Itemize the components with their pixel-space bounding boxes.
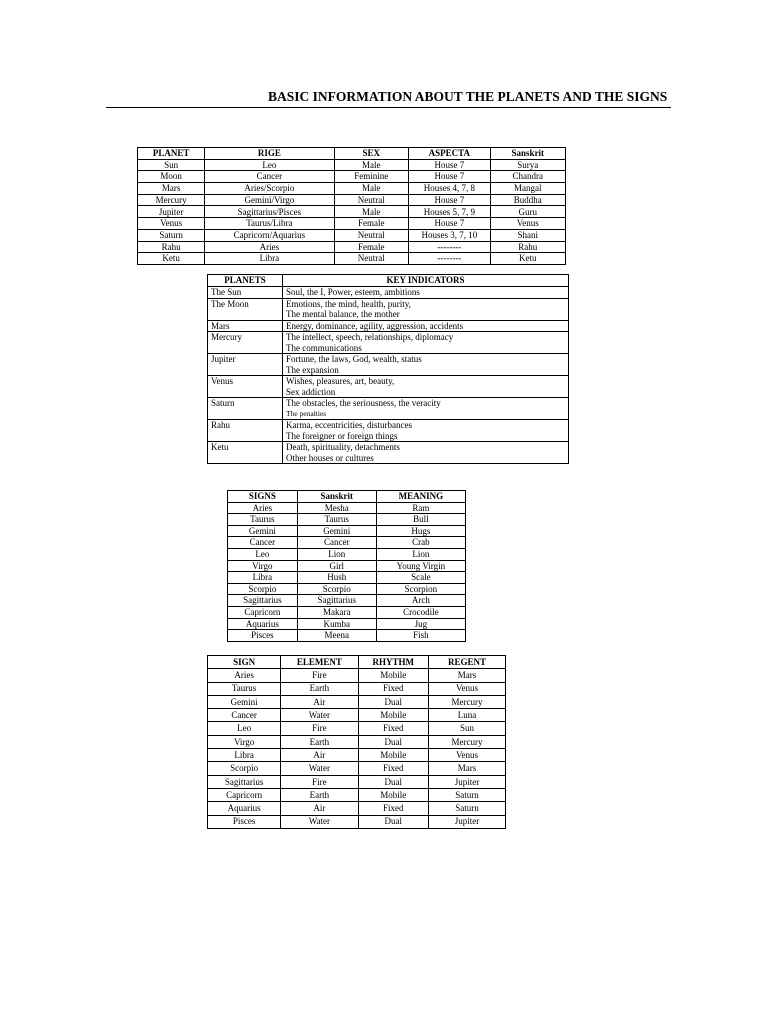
table-cell: Hugs <box>376 525 465 537</box>
table-cell: Neutral <box>334 194 409 206</box>
table-row <box>228 618 466 630</box>
table-cell: Water <box>281 709 358 722</box>
table-cell: Fixed <box>358 682 429 695</box>
table-row <box>138 206 566 218</box>
table-cell: Gemini <box>228 525 298 537</box>
table-cell: Mars <box>429 669 506 682</box>
planet-name-cell: The Moon <box>208 298 283 320</box>
table-cell: House 7 <box>409 171 491 183</box>
signs-meaning-table <box>227 490 466 642</box>
table-cell: Earth <box>281 682 358 695</box>
table-cell: Mesha <box>297 502 376 514</box>
table-cell: Mercury <box>138 194 205 206</box>
table-row <box>208 420 569 442</box>
indicator-line: Energy, dominance, agility, aggression, accidents <box>286 320 464 331</box>
table-cell: Libra <box>228 572 298 584</box>
table-cell: Water <box>281 815 358 828</box>
table-row <box>228 595 466 607</box>
table-cell: Crab <box>376 537 465 549</box>
table-row <box>208 775 506 788</box>
table-cell: Ketu <box>490 253 565 265</box>
table-cell: Scorpio <box>228 583 298 595</box>
planet-name-cell: Saturn <box>208 398 283 420</box>
column-header: PLANET <box>138 148 205 160</box>
table-cell: Sun <box>429 722 506 735</box>
table-cell: Gemini <box>297 525 376 537</box>
key-indicators-cell <box>283 398 569 420</box>
table-header-row <box>138 148 566 160</box>
table-cell: Fixed <box>358 762 429 775</box>
table-cell: -------- <box>409 241 491 253</box>
indicator-line: The communications <box>286 342 362 353</box>
indicator-line: The expansion <box>286 364 339 375</box>
page-title: BASIC INFORMATION ABOUT THE PLANETS AND THE SIGNS <box>268 89 668 104</box>
table-cell: Moon <box>138 171 205 183</box>
table-cell: Houses 3, 7, 10 <box>409 229 491 241</box>
table-cell: Guru <box>490 206 565 218</box>
table-cell: Leo <box>208 722 281 735</box>
table-cell: Pisces <box>208 815 281 828</box>
table-cell: Aries <box>208 669 281 682</box>
key-indicators-cell <box>283 332 569 354</box>
table-cell: Capricorn <box>228 606 298 618</box>
planet-name-cell: The Sun <box>208 287 283 299</box>
table-cell: Chandra <box>490 171 565 183</box>
table-cell: Venus <box>490 218 565 230</box>
table-cell: Scorpion <box>376 583 465 595</box>
table-cell: Lion <box>376 548 465 560</box>
table-cell: Girl <box>297 560 376 572</box>
column-header: RIGE <box>205 148 334 160</box>
key-indicators-table <box>207 274 569 464</box>
table-cell: Male <box>334 183 409 195</box>
table-cell: Jupiter <box>429 775 506 788</box>
table-row <box>228 537 466 549</box>
table-row <box>208 788 506 801</box>
table-cell: Luna <box>429 709 506 722</box>
table-cell: Mangal <box>490 183 565 195</box>
table-row <box>208 722 506 735</box>
table-cell: Arch <box>376 595 465 607</box>
key-indicators-cell <box>283 287 569 299</box>
table-row <box>138 241 566 253</box>
table-cell: Cancer <box>228 537 298 549</box>
indicator-line: The intellect, speech, relationships, diplomacy <box>286 332 454 342</box>
table-cell: Fire <box>281 775 358 788</box>
planet-name-cell: Mars <box>208 320 283 332</box>
table-cell: Air <box>281 802 358 815</box>
table-cell: Saturn <box>429 788 506 801</box>
table-row <box>228 514 466 526</box>
table-cell: Capricorn <box>208 788 281 801</box>
table-cell: Scorpio <box>297 583 376 595</box>
table-header-row <box>228 491 466 503</box>
indicator-line: The penalties <box>286 408 327 418</box>
table-cell: Ketu <box>138 253 205 265</box>
column-header: SEX <box>334 148 409 160</box>
table-cell: Aquarius <box>228 618 298 630</box>
table-cell: Lion <box>297 548 376 560</box>
planet-name-cell: Venus <box>208 376 283 398</box>
column-header: RHYTHM <box>358 656 429 669</box>
table-row <box>208 749 506 762</box>
table-cell: Mercury <box>429 735 506 748</box>
table-cell: Kumba <box>297 618 376 630</box>
table-cell: Dual <box>358 775 429 788</box>
indicator-line: Emotions, the mind, health, purity, <box>286 298 411 309</box>
table-header-row <box>208 275 569 287</box>
table-cell: Rahu <box>490 241 565 253</box>
table-cell: Gemini/Virgo <box>205 194 334 206</box>
table-cell: Buddha <box>490 194 565 206</box>
column-header: ASPECTA <box>409 148 491 160</box>
table-cell: Sagittarius/Pisces <box>205 206 334 218</box>
table-row <box>208 802 506 815</box>
table-cell: Male <box>334 159 409 171</box>
table-row <box>208 682 506 695</box>
column-header: Sanskrit <box>490 148 565 160</box>
table-row <box>138 171 566 183</box>
column-header: ELEMENT <box>281 656 358 669</box>
table-cell: Scale <box>376 572 465 584</box>
table-row <box>138 159 566 171</box>
table-row <box>208 815 506 828</box>
title-divider <box>106 107 671 108</box>
table-cell: Meena <box>297 630 376 642</box>
table-row <box>208 442 569 464</box>
table-cell: Gemini <box>208 695 281 708</box>
table-cell: Libra <box>208 749 281 762</box>
table-cell: Bull <box>376 514 465 526</box>
table-cell: -------- <box>409 253 491 265</box>
table-cell: Earth <box>281 735 358 748</box>
table-cell: Water <box>281 762 358 775</box>
table-cell: Mobile <box>358 749 429 762</box>
table-header-row <box>208 656 506 669</box>
table-cell: Neutral <box>334 253 409 265</box>
table-cell: Jupiter <box>429 815 506 828</box>
key-indicators-cell <box>283 320 569 332</box>
table-cell: Venus <box>138 218 205 230</box>
table-cell: Crocodile <box>376 606 465 618</box>
table-cell: Venus <box>429 749 506 762</box>
table-cell: Houses 5, 7, 9 <box>409 206 491 218</box>
table-cell: Libra <box>205 253 334 265</box>
table-cell: Sagittarius <box>297 595 376 607</box>
table-cell: Mobile <box>358 709 429 722</box>
table-cell: Capricorn/Aquarius <box>205 229 334 241</box>
table-cell: Aries <box>205 241 334 253</box>
table-row <box>208 376 569 398</box>
table-cell: Sun <box>138 159 205 171</box>
table-cell: Taurus <box>297 514 376 526</box>
key-indicators-cell <box>283 298 569 320</box>
table-cell: Hush <box>297 572 376 584</box>
table-cell: Pisces <box>228 630 298 642</box>
indicator-line: Sex addiction <box>286 386 336 397</box>
sign-element-table <box>207 655 506 829</box>
table-cell: Venus <box>429 682 506 695</box>
table-cell: Taurus/Libra <box>205 218 334 230</box>
table-row <box>138 183 566 195</box>
table-cell: Dual <box>358 815 429 828</box>
table-row <box>228 630 466 642</box>
table-row <box>228 606 466 618</box>
table-row <box>228 525 466 537</box>
table-cell: Saturn <box>138 229 205 241</box>
table-cell: Saturn <box>429 802 506 815</box>
table-cell: Taurus <box>228 514 298 526</box>
table-cell: Virgo <box>208 735 281 748</box>
column-header: Sanskrit <box>297 491 376 503</box>
indicator-line: Death, spirituality, detachments <box>286 442 400 452</box>
planets-table <box>137 147 566 265</box>
table-cell: Aquarius <box>208 802 281 815</box>
table-cell: Mercury <box>429 695 506 708</box>
table-cell: Taurus <box>208 682 281 695</box>
table-row <box>138 229 566 241</box>
table-row <box>228 572 466 584</box>
table-cell: Fish <box>376 630 465 642</box>
table-cell: Fixed <box>358 722 429 735</box>
table-row <box>138 253 566 265</box>
table-cell: Aries <box>228 502 298 514</box>
column-header: MEANING <box>376 491 465 503</box>
table-cell: Dual <box>358 695 429 708</box>
table-cell: Fixed <box>358 802 429 815</box>
key-indicators-cell <box>283 376 569 398</box>
table-row <box>208 287 569 299</box>
indicator-line: The mental balance, the mother <box>286 309 400 319</box>
table-cell: Neutral <box>334 229 409 241</box>
table-row <box>208 398 569 420</box>
column-header: SIGNS <box>228 491 298 503</box>
table-cell: House 7 <box>409 159 491 171</box>
table-cell: Shani <box>490 229 565 241</box>
table-cell: Air <box>281 749 358 762</box>
table-row <box>208 709 506 722</box>
table-row <box>228 548 466 560</box>
planet-name-cell: Rahu <box>208 420 283 442</box>
table-row <box>138 194 566 206</box>
table-cell: Dual <box>358 735 429 748</box>
table-cell: Sagittarius <box>228 595 298 607</box>
table-cell: Cancer <box>205 171 334 183</box>
table-row <box>208 669 506 682</box>
column-header: KEY INDICATORS <box>283 275 569 287</box>
table-cell: Fire <box>281 669 358 682</box>
table-cell: Air <box>281 695 358 708</box>
table-cell: Feminine <box>334 171 409 183</box>
column-header: REGENT <box>429 656 506 669</box>
table-cell: Rahu <box>138 241 205 253</box>
table-row <box>208 695 506 708</box>
table-cell: Female <box>334 241 409 253</box>
table-row <box>208 320 569 332</box>
table-row <box>208 762 506 775</box>
table-cell: Fire <box>281 722 358 735</box>
key-indicators-cell <box>283 354 569 376</box>
table-cell: Jug <box>376 618 465 630</box>
table-cell: House 7 <box>409 218 491 230</box>
table-cell: Virgo <box>228 560 298 572</box>
indicator-line: Wishes, pleasures, art, beauty, <box>286 376 395 386</box>
column-header: SIGN <box>208 656 281 669</box>
indicator-line: The obstacles, the seriousness, the veracity <box>286 398 441 408</box>
indicator-line: The foreigner or foreign things <box>286 430 398 441</box>
table-cell: Earth <box>281 788 358 801</box>
planet-name-cell: Jupiter <box>208 354 283 376</box>
table-row <box>138 218 566 230</box>
table-row <box>208 354 569 376</box>
key-indicators-cell <box>283 442 569 464</box>
planet-name-cell: Ketu <box>208 442 283 464</box>
table-row <box>208 735 506 748</box>
table-cell: Mars <box>429 762 506 775</box>
table-cell: Mobile <box>358 669 429 682</box>
table-cell: Cancer <box>208 709 281 722</box>
indicator-line: Other houses or cultures <box>286 452 374 463</box>
table-cell: Jupiter <box>138 206 205 218</box>
table-row <box>228 502 466 514</box>
table-cell: Scorpio <box>208 762 281 775</box>
table-cell: Cancer <box>297 537 376 549</box>
table-cell: House 7 <box>409 194 491 206</box>
planet-name-cell: Mercury <box>208 332 283 354</box>
table-cell: Male <box>334 206 409 218</box>
key-indicators-cell <box>283 420 569 442</box>
table-cell: Ram <box>376 502 465 514</box>
table-cell: Leo <box>205 159 334 171</box>
table-cell: Mars <box>138 183 205 195</box>
table-row <box>228 583 466 595</box>
column-header: PLANETS <box>208 275 283 287</box>
table-cell: Surya <box>490 159 565 171</box>
table-cell: Sagittarius <box>208 775 281 788</box>
table-row <box>228 560 466 572</box>
indicator-line: Soul, the I, Power, esteem, ambitions <box>286 287 420 297</box>
table-cell: Leo <box>228 548 298 560</box>
table-cell: Female <box>334 218 409 230</box>
table-cell: Aries/Scorpio <box>205 183 334 195</box>
table-cell: Houses 4, 7, 8 <box>409 183 491 195</box>
table-row <box>208 332 569 354</box>
table-row <box>208 298 569 320</box>
table-cell: Young Virgin <box>376 560 465 572</box>
indicator-line: Karma, eccentricities, disturbances <box>286 420 412 430</box>
table-cell: Makara <box>297 606 376 618</box>
indicator-line: Fortune, the laws, God, wealth, status <box>286 354 422 364</box>
table-cell: Mobile <box>358 788 429 801</box>
